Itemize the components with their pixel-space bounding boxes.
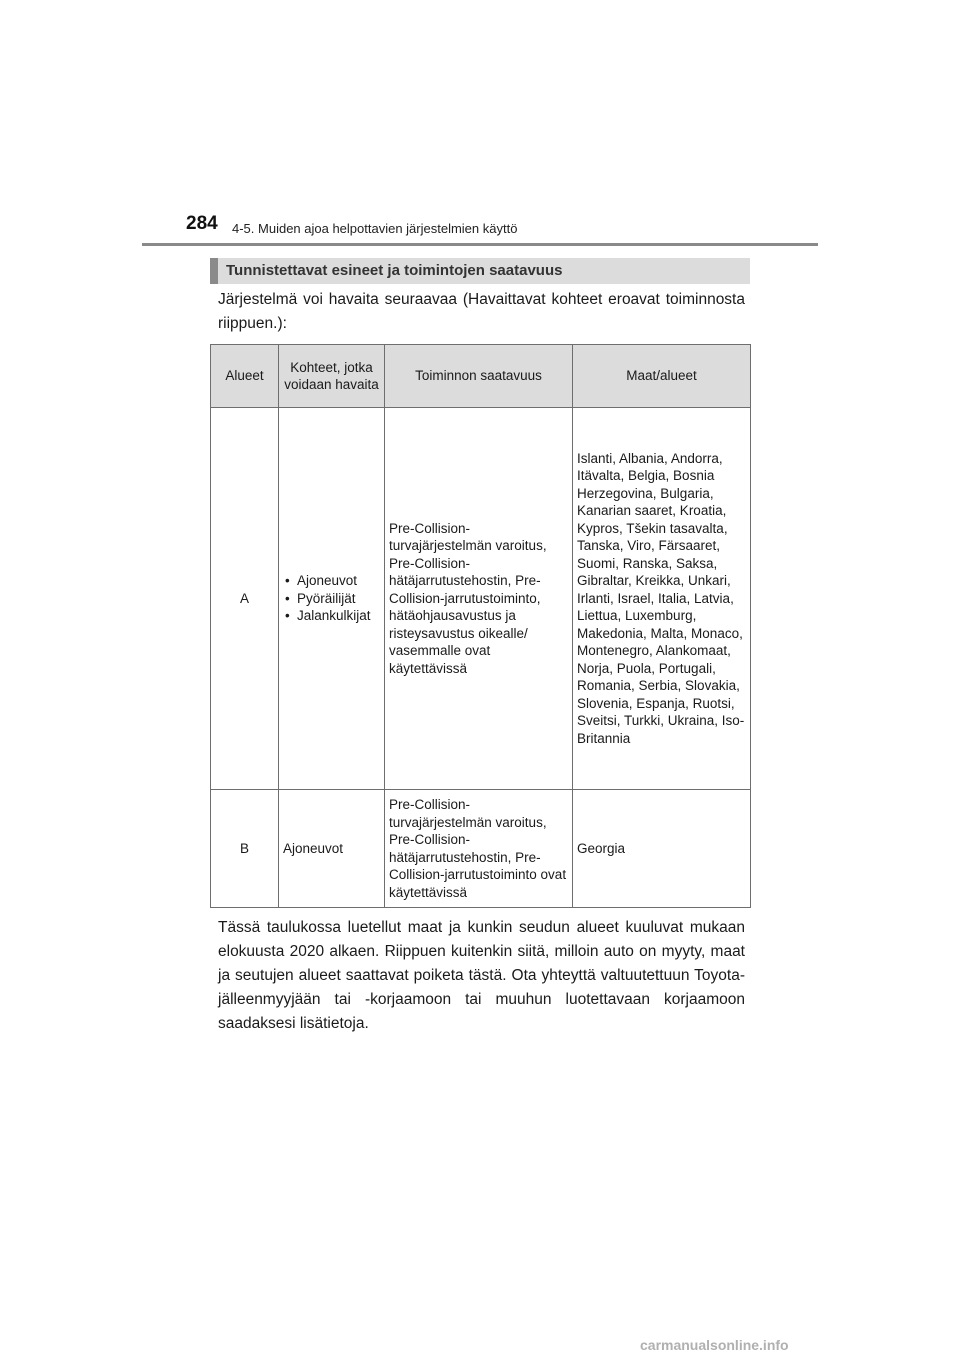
table-row [211,408,751,790]
availability-cell: Pre-Collision-turvajärjestelmän varoitus, Pre-Collision-hätäjarrutustehostin, Pre-Collision-jarrutustoiminto ovat käytettävissä [385,790,573,908]
list-item: • Jalankulkijat [283,607,380,625]
outro-paragraph: Tässä taulukossa luetellut maat ja kunkin seudun alueet kuuluvat mukaan elokuusta 2020 alkaen. Riippuen kuitenkin siitä, milloin auto on myyty, maat ja seutujen alueet saattavat poiketa tästä. Ota yhteyttä valtuutettuun Toyota-jälleenmyyjään tai -korjaamoon tai muuhun luotettavaan korjaamoon saadaksesi lisätietoja. [218,919,745,1032]
header-countries: Maat/alueet [573,345,751,408]
targets-cell [279,408,385,790]
availability-table [210,344,750,908]
section-heading: Tunnistettavat esineet ja toimintojen saatavuus [210,258,750,284]
header-targets: Kohteet, jotka voidaan havaita [279,345,385,408]
table-row [211,790,751,908]
targets-list [283,572,380,625]
availability-cell: Pre-Collision-turvajärjestelmän varoitus, Pre-Collision-hätäjarrutustehostin, Pre-Collision-jarrutustoiminto, hätäohjausavustus ja risteysavustus oikealle/ vasemmalle ovat käytettävissä [385,408,573,790]
region-cell: A [211,408,279,790]
header-rule [142,243,818,246]
countries-cell: Islanti, Albania, Andorra, Itävalta, Belgia, Bosnia Herzegovina, Bulgaria, Kanarian saaret, Kroatia, Kypros, Tšekin tasavalta, Tanska, Viro, Färsaaret, Suomi, Ranska, Saksa, Gibraltar, Kreikka, Unkari, Irlanti, Israel, Italia, Latvia, Liettua, Luxemburg, Makedonia, Malta, Monaco, Montenegro, Alankomaat, Norja, Puola, Portugali, Romania, Serbia, Slovakia, Slovenia, Espanja, Ruotsi, Sveitsi, Turkki, Ukraina, Iso-Britannia [573,408,751,790]
header-availability: Toiminnon saatavuus [385,345,573,408]
page-number: 284 [186,213,218,234]
watermark: carmanualsonline.info [640,1337,789,1353]
countries-cell: Georgia [573,790,751,908]
region-cell: B [211,790,279,908]
header-regions: Alueet [211,345,279,408]
intro-paragraph: Järjestelmä voi havaita seuraavaa (Havaittavat kohteet eroavat toiminnosta riippuen.): [218,291,745,332]
targets-cell: Ajoneuvot [279,790,385,908]
table-header-row [211,345,751,408]
chapter-title: 4-5. Muiden ajoa helpottavien järjestelmien käyttö [232,221,518,236]
list-item: • Pyöräilijät [283,590,380,608]
list-item: • Ajoneuvot [283,572,380,590]
